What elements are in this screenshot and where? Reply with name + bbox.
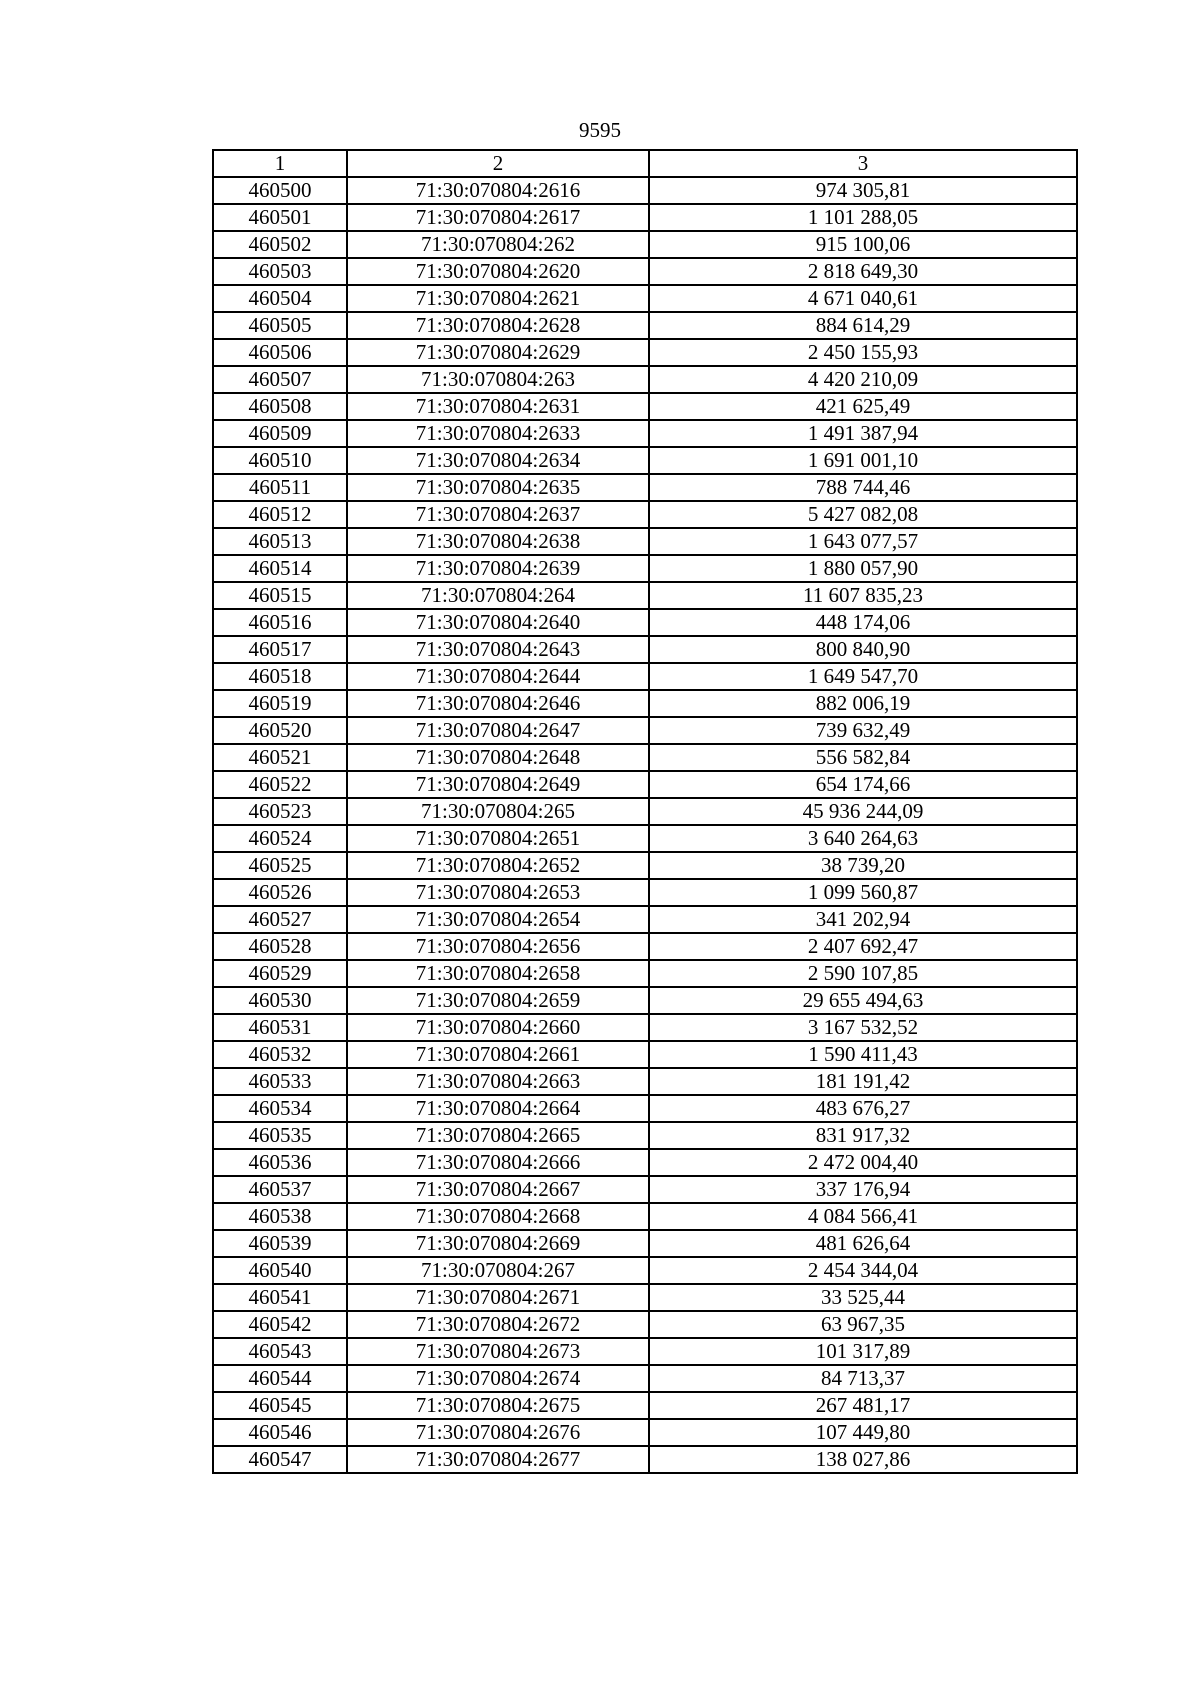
cadastral-number-cell: 71:30:070804:2669 [347, 1230, 649, 1257]
table-row [213, 1041, 1077, 1068]
value-cell: 2 454 344,04 [649, 1257, 1077, 1284]
row-number-cell: 460547 [213, 1446, 347, 1473]
value-cell: 1 101 288,05 [649, 204, 1077, 231]
table-row [213, 393, 1077, 420]
cadastral-number-cell: 71:30:070804:2663 [347, 1068, 649, 1095]
value-cell: 3 640 264,63 [649, 825, 1077, 852]
row-number-cell: 460507 [213, 366, 347, 393]
cadastral-number-cell: 71:30:070804:2629 [347, 339, 649, 366]
cadastral-number-cell: 71:30:070804:2631 [347, 393, 649, 420]
row-number-cell: 460542 [213, 1311, 347, 1338]
table-row [213, 1338, 1077, 1365]
table-row [213, 285, 1077, 312]
cadastral-number-cell: 71:30:070804:262 [347, 231, 649, 258]
cadastral-number-cell: 71:30:070804:2658 [347, 960, 649, 987]
value-cell: 831 917,32 [649, 1122, 1077, 1149]
table-row [213, 177, 1077, 204]
table-row [213, 1203, 1077, 1230]
cadastral-number-cell: 71:30:070804:2665 [347, 1122, 649, 1149]
row-number-cell: 460516 [213, 609, 347, 636]
row-number-cell: 460535 [213, 1122, 347, 1149]
table-row [213, 1068, 1077, 1095]
value-cell: 2 450 155,93 [649, 339, 1077, 366]
value-cell: 974 305,81 [649, 177, 1077, 204]
table-row [213, 1176, 1077, 1203]
value-cell: 341 202,94 [649, 906, 1077, 933]
row-number-cell: 460530 [213, 987, 347, 1014]
row-number-cell: 460521 [213, 744, 347, 771]
row-number-cell: 460502 [213, 231, 347, 258]
row-number-cell: 460508 [213, 393, 347, 420]
value-cell: 739 632,49 [649, 717, 1077, 744]
cadastral-number-cell: 71:30:070804:2675 [347, 1392, 649, 1419]
table-row [213, 555, 1077, 582]
value-cell: 481 626,64 [649, 1230, 1077, 1257]
table-row [213, 717, 1077, 744]
cadastral-number-cell: 71:30:070804:2637 [347, 501, 649, 528]
data-table [212, 149, 1078, 1474]
row-number-cell: 460533 [213, 1068, 347, 1095]
cadastral-number-cell: 71:30:070804:2646 [347, 690, 649, 717]
cadastral-number-cell: 71:30:070804:2673 [347, 1338, 649, 1365]
row-number-cell: 460522 [213, 771, 347, 798]
value-cell: 4 420 210,09 [649, 366, 1077, 393]
table-row [213, 609, 1077, 636]
value-cell: 138 027,86 [649, 1446, 1077, 1473]
cadastral-number-cell: 71:30:070804:2652 [347, 852, 649, 879]
value-cell: 4 084 566,41 [649, 1203, 1077, 1230]
value-cell: 1 691 001,10 [649, 447, 1077, 474]
row-number-cell: 460519 [213, 690, 347, 717]
cadastral-number-cell: 71:30:070804:2651 [347, 825, 649, 852]
cadastral-number-cell: 71:30:070804:2640 [347, 609, 649, 636]
table-row [213, 663, 1077, 690]
row-number-cell: 460523 [213, 798, 347, 825]
page-number: 9595 [579, 118, 621, 142]
row-number-cell: 460512 [213, 501, 347, 528]
value-cell: 2 407 692,47 [649, 933, 1077, 960]
table-row [213, 582, 1077, 609]
value-cell: 4 671 040,61 [649, 285, 1077, 312]
row-number-cell: 460506 [213, 339, 347, 366]
table-row [213, 447, 1077, 474]
table-row [213, 987, 1077, 1014]
row-number-cell: 460540 [213, 1257, 347, 1284]
value-cell: 2 472 004,40 [649, 1149, 1077, 1176]
row-number-cell: 460505 [213, 312, 347, 339]
row-number-cell: 460517 [213, 636, 347, 663]
column-header: 3 [649, 150, 1077, 177]
cadastral-number-cell: 71:30:070804:2656 [347, 933, 649, 960]
cadastral-number-cell: 71:30:070804:2633 [347, 420, 649, 447]
table-row [213, 1122, 1077, 1149]
table-row [213, 528, 1077, 555]
row-number-cell: 460504 [213, 285, 347, 312]
cadastral-number-cell: 71:30:070804:2634 [347, 447, 649, 474]
row-number-cell: 460509 [213, 420, 347, 447]
value-cell: 1 649 547,70 [649, 663, 1077, 690]
row-number-cell: 460546 [213, 1419, 347, 1446]
value-cell: 267 481,17 [649, 1392, 1077, 1419]
row-number-cell: 460528 [213, 933, 347, 960]
table-row [213, 879, 1077, 906]
value-cell: 33 525,44 [649, 1284, 1077, 1311]
table-row [213, 1284, 1077, 1311]
table-row [213, 771, 1077, 798]
value-cell: 1 491 387,94 [649, 420, 1077, 447]
value-cell: 654 174,66 [649, 771, 1077, 798]
column-header: 2 [347, 150, 649, 177]
row-number-cell: 460514 [213, 555, 347, 582]
value-cell: 483 676,27 [649, 1095, 1077, 1122]
cadastral-number-cell: 71:30:070804:2664 [347, 1095, 649, 1122]
table-row [213, 312, 1077, 339]
cadastral-number-cell: 71:30:070804:2660 [347, 1014, 649, 1041]
value-cell: 800 840,90 [649, 636, 1077, 663]
row-number-cell: 460543 [213, 1338, 347, 1365]
table-header [213, 150, 1077, 177]
cadastral-number-cell: 71:30:070804:2671 [347, 1284, 649, 1311]
value-cell: 3 167 532,52 [649, 1014, 1077, 1041]
row-number-cell: 460544 [213, 1365, 347, 1392]
value-cell: 1 643 077,57 [649, 528, 1077, 555]
table-row [213, 933, 1077, 960]
row-number-cell: 460539 [213, 1230, 347, 1257]
row-number-cell: 460526 [213, 879, 347, 906]
cadastral-number-cell: 71:30:070804:2620 [347, 258, 649, 285]
cadastral-number-cell: 71:30:070804:2661 [347, 1041, 649, 1068]
cadastral-number-cell: 71:30:070804:2677 [347, 1446, 649, 1473]
table-row [213, 852, 1077, 879]
cadastral-number-cell: 71:30:070804:2628 [347, 312, 649, 339]
row-number-cell: 460536 [213, 1149, 347, 1176]
table-row [213, 1365, 1077, 1392]
row-number-cell: 460541 [213, 1284, 347, 1311]
value-cell: 11 607 835,23 [649, 582, 1077, 609]
value-cell: 2 818 649,30 [649, 258, 1077, 285]
value-cell: 63 967,35 [649, 1311, 1077, 1338]
table-row [213, 339, 1077, 366]
table-row [213, 501, 1077, 528]
cadastral-number-cell: 71:30:070804:2621 [347, 285, 649, 312]
table-row [213, 1095, 1077, 1122]
row-number-cell: 460511 [213, 474, 347, 501]
table-row [213, 1419, 1077, 1446]
row-number-cell: 460503 [213, 258, 347, 285]
row-number-cell: 460529 [213, 960, 347, 987]
row-number-cell: 460520 [213, 717, 347, 744]
cadastral-number-cell: 71:30:070804:2672 [347, 1311, 649, 1338]
row-number-cell: 460518 [213, 663, 347, 690]
cadastral-number-cell: 71:30:070804:2639 [347, 555, 649, 582]
value-cell: 181 191,42 [649, 1068, 1077, 1095]
cadastral-number-cell: 71:30:070804:2638 [347, 528, 649, 555]
cadastral-number-cell: 71:30:070804:2666 [347, 1149, 649, 1176]
table-row [213, 1311, 1077, 1338]
table-row [213, 636, 1077, 663]
cadastral-number-cell: 71:30:070804:2649 [347, 771, 649, 798]
table-body [213, 177, 1077, 1473]
cadastral-number-cell: 71:30:070804:2648 [347, 744, 649, 771]
row-number-cell: 460537 [213, 1176, 347, 1203]
value-cell: 1 880 057,90 [649, 555, 1077, 582]
table-row [213, 1257, 1077, 1284]
row-number-cell: 460501 [213, 204, 347, 231]
cadastral-number-cell: 71:30:070804:2667 [347, 1176, 649, 1203]
value-cell: 84 713,37 [649, 1365, 1077, 1392]
row-number-cell: 460531 [213, 1014, 347, 1041]
table-row [213, 258, 1077, 285]
cadastral-number-cell: 71:30:070804:265 [347, 798, 649, 825]
cadastral-number-cell: 71:30:070804:264 [347, 582, 649, 609]
cadastral-number-cell: 71:30:070804:2674 [347, 1365, 649, 1392]
value-cell: 29 655 494,63 [649, 987, 1077, 1014]
value-cell: 337 176,94 [649, 1176, 1077, 1203]
value-cell: 421 625,49 [649, 393, 1077, 420]
row-number-cell: 460527 [213, 906, 347, 933]
value-cell: 1 099 560,87 [649, 879, 1077, 906]
row-number-cell: 460532 [213, 1041, 347, 1068]
cadastral-number-cell: 71:30:070804:2635 [347, 474, 649, 501]
cadastral-number-cell: 71:30:070804:2654 [347, 906, 649, 933]
row-number-cell: 460510 [213, 447, 347, 474]
value-cell: 38 739,20 [649, 852, 1077, 879]
table-row [213, 1149, 1077, 1176]
column-header: 1 [213, 150, 347, 177]
value-cell: 448 174,06 [649, 609, 1077, 636]
row-number-cell: 460525 [213, 852, 347, 879]
cadastral-number-cell: 71:30:070804:263 [347, 366, 649, 393]
table-row [213, 420, 1077, 447]
table-row [213, 798, 1077, 825]
value-cell: 884 614,29 [649, 312, 1077, 339]
table-row [213, 906, 1077, 933]
table-row [213, 204, 1077, 231]
value-cell: 5 427 082,08 [649, 501, 1077, 528]
row-number-cell: 460524 [213, 825, 347, 852]
table-row [213, 474, 1077, 501]
table-header-row [213, 150, 1077, 177]
cadastral-number-cell: 71:30:070804:2644 [347, 663, 649, 690]
table-row [213, 366, 1077, 393]
table-row [213, 1446, 1077, 1473]
row-number-cell: 460500 [213, 177, 347, 204]
table-row [213, 1230, 1077, 1257]
cadastral-number-cell: 71:30:070804:2647 [347, 717, 649, 744]
cadastral-number-cell: 71:30:070804:2676 [347, 1419, 649, 1446]
value-cell: 556 582,84 [649, 744, 1077, 771]
value-cell: 45 936 244,09 [649, 798, 1077, 825]
cadastral-number-cell: 71:30:070804:2617 [347, 204, 649, 231]
table-row [213, 744, 1077, 771]
table-row [213, 1392, 1077, 1419]
cadastral-number-cell: 71:30:070804:2643 [347, 636, 649, 663]
cadastral-number-cell: 71:30:070804:2659 [347, 987, 649, 1014]
row-number-cell: 460534 [213, 1095, 347, 1122]
table-row [213, 231, 1077, 258]
table-row [213, 960, 1077, 987]
table-row [213, 690, 1077, 717]
table-row [213, 825, 1077, 852]
value-cell: 107 449,80 [649, 1419, 1077, 1446]
value-cell: 2 590 107,85 [649, 960, 1077, 987]
value-cell: 101 317,89 [649, 1338, 1077, 1365]
row-number-cell: 460545 [213, 1392, 347, 1419]
value-cell: 882 006,19 [649, 690, 1077, 717]
value-cell: 915 100,06 [649, 231, 1077, 258]
value-cell: 788 744,46 [649, 474, 1077, 501]
row-number-cell: 460538 [213, 1203, 347, 1230]
value-cell: 1 590 411,43 [649, 1041, 1077, 1068]
cadastral-number-cell: 71:30:070804:2616 [347, 177, 649, 204]
table-row [213, 1014, 1077, 1041]
cadastral-number-cell: 71:30:070804:2653 [347, 879, 649, 906]
row-number-cell: 460515 [213, 582, 347, 609]
row-number-cell: 460513 [213, 528, 347, 555]
cadastral-number-cell: 71:30:070804:267 [347, 1257, 649, 1284]
cadastral-number-cell: 71:30:070804:2668 [347, 1203, 649, 1230]
